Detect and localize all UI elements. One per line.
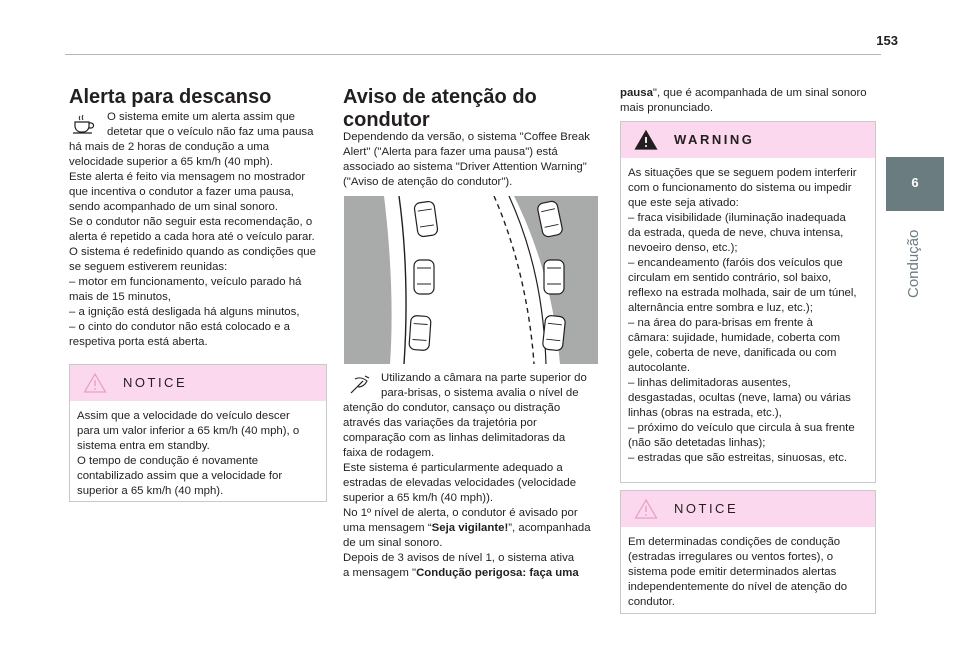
lane-drift-illustration [344,196,598,364]
driver-attention-intro: Dependendo da versão, o sistema "Coffee Break Alert" ("Alerta para fazer uma pausa") está associado ao sistema "Driver Attention Warning" ("Aviso de atenção do condutor"). [343,131,590,188]
notice-box-conditions [620,490,876,614]
top-divider [65,54,881,55]
warning-body: As situações que se seguem podem interferir com o funcionamento do sistema ou impedir que este seja ativado: – fraca visibilidade (iluminação inadequada da estrada, queda de neve, chuva intensa, nevoeiro denso, etc.); – encandeamento (faróis dos veículos que circulam em sentido contrário, sol baixo, reflexo na estrada molhada, sair de um túnel, alternância entre sombra e luz, etc.); – na área do para-brisas em frente à câmara: sujidade, humidade, coberta com gele, coberta de neve, danificada ou com autocolante. – linhas delimitadoras ausentes, desgastadas, ocultas (neve, lama) ou várias linhas (obras na estrada, etc.), – próximo do veículo que circula à sua frente (não são detetadas linhas); – estradas que são estreitas, sinuosas, etc. [628,167,857,464]
warning-box [620,121,876,483]
rest-alert-intro-1: O sistema emite um alerta assim que detetar que o veículo não faz uma pausa [107,111,314,138]
coffee-cup-icon [72,113,96,135]
notice-title: NOTICE [674,501,739,516]
warning-triangle-icon [83,372,107,394]
chapter-number: 6 [911,175,919,190]
msg-line-2: a mensagem "Condução perigosa: faça uma [343,567,579,579]
notice-header [621,491,875,527]
rest-alert-body: há mais de 2 horas de condução a uma velocidade superior a 65 km/h (40 mph). Este alerta é feito via mensagem no mostrador que incentiva o condutor a fazer uma pausa, sendo acompanhado de um sinal sonoro. Se o condutor não seguir esta recomendação, o alerta é repetido a cada hora até o veículo parar. O sistema é redefinido quando as condições que se seguem estiverem reunidas: – motor em funcionamento, veículo parado há mais de 15 minutos, – a ignição está desligada há alguns minutos, – o cinto do condutor não está colocado e a respetiva porta está aberta. [69,141,316,348]
alert-message-dangerous: Condução perigosa: faça uma [416,567,579,579]
alert-message-vigilant: Seja vigilante! [431,522,509,534]
driver-attention-body-a: Utilizando a câmara na parte superior do para-brisas, o sistema avalia o nível de [381,372,587,399]
driver-attention-continued: pausa", que é acompanhada de um sinal sonoro mais pronunciado. [620,87,867,114]
section-title-driver-attention: Aviso de atenção do condutor [343,86,537,131]
chapter-label-wrap [903,222,923,302]
notice-box-rest [69,364,327,502]
notice-header [70,365,326,401]
warning-title: WARNING [674,132,755,147]
section-title-rest-alert: Alerta para descanso [69,86,272,108]
page-number: 153 [876,33,898,48]
notice-body: Em determinadas condições de condução (estradas irregulares ou ventos fortes), o sistema pode emitir determinados alertas independentemente do nível de atenção do condutor. [628,536,848,608]
windscreen-camera-icon [349,373,373,397]
warning-triangle-icon [634,129,658,151]
warning-triangle-icon [634,498,658,520]
msg-line-1: uma mensagem “Seja vigilante!”, acompanhada [343,522,591,534]
notice-title: NOTICE [123,375,188,390]
driver-attention-body-b: atenção do condutor, cansaço ou distração através das variações da trajetória por comparação com as linhas delimitadoras da faixa de rodagem. Este sistema é particularmente adequado a estradas de elevadas velocidades (velocidade superior a 65 km/h (40 mph)). No 1º nível de alerta, o condutor é avisado por uma mensagem “Seja vigilante!”, acompanhada de um sinal sonoro. Depois de 3 avisos de nível 1, o sistema ativa a mensagem "Condução perigosa: faça uma [343,401,608,581]
chapter-label: Condução [905,229,922,298]
notice-body: Assim que a velocidade do veículo descer para um valor inferior a 65 km/h (40 mph), o sistema entra em standby. O tempo de condução é novamente contabilizado assim que a velocidade for superior a 65 km/h (40 mph). [77,410,300,497]
